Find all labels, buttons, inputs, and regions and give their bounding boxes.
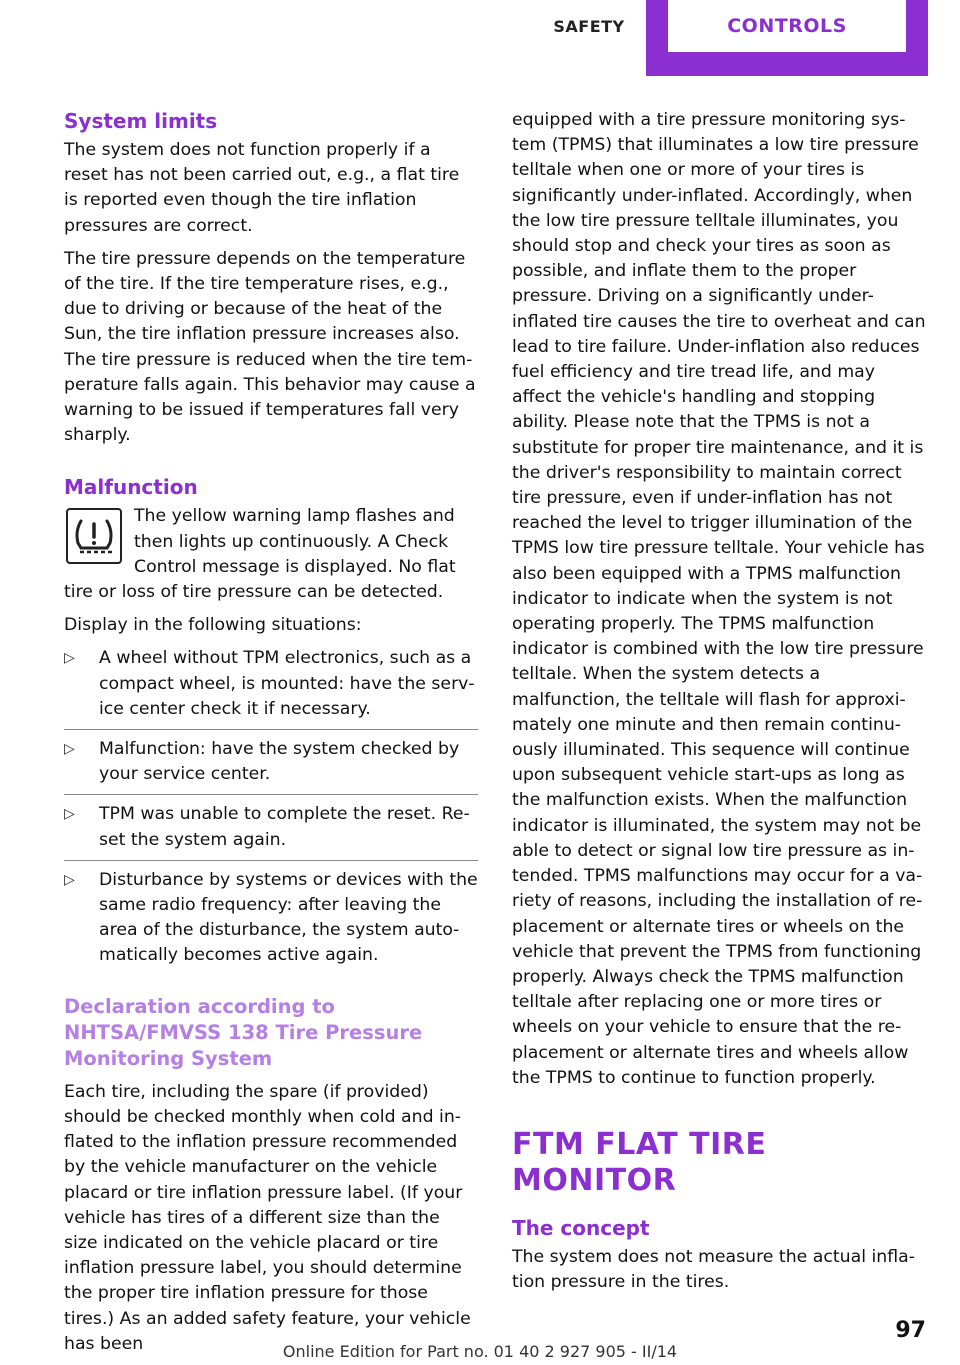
tire-pressure-warning-icon xyxy=(66,508,122,564)
list-item xyxy=(64,802,478,860)
tab-controls[interactable] xyxy=(646,0,928,76)
triangle-bullet-icon: ▷ xyxy=(64,650,75,667)
concept-paragraph: The system does not measure the actual inflation pressure in the tires. xyxy=(512,1246,915,1293)
malfunction-paragraph: The yellow warning lamp flashes and then lights up continuously. A Check Control message is displayed. No flat tire or loss of tire pressure can be detected. xyxy=(64,506,456,603)
list-item xyxy=(64,737,478,795)
system-limits-heading: System limits xyxy=(64,109,218,133)
malfunction-block xyxy=(64,504,478,605)
system-limits-paragraph-2: The tire pressure depends on the temperature of the tire. If the tire temperature rises, e.g., due to driving or because of the heat of the Sun, the tire inflation pressure increases also. The tire pressure is reduced when the tire temperature falls again. This behavior may cause a warning to be issued if temperatures fall very sharply. xyxy=(64,248,476,446)
declaration-paragraph: Each tire, including the spare (if provided) should be checked monthly when cold and inflated to the inflation pressure recommended by the vehicle manufacturer on the vehicle placard or tire inflation pressure label. (If your vehicle has tires of a different size than the size indicated on the vehicle placard or tire inflation pressure label, you should determine the proper tire inflation pressure for those tires.) As an added safety feature, your vehicle has been xyxy=(64,1081,471,1354)
page-number: 97 xyxy=(895,1318,926,1343)
situation-list xyxy=(64,646,478,975)
tab-controls-label: CONTROLS xyxy=(668,0,906,52)
declaration-heading: Declaration according to NHTSA/FMVSS 138 Tire Pressure Monitoring System xyxy=(64,994,423,1070)
list-item xyxy=(64,868,478,976)
malfunction-heading: Malfunction xyxy=(64,475,198,500)
concept-heading: The concept xyxy=(512,1215,650,1240)
list-item-text: TPM was unable to complete the reset. Reset the system again. xyxy=(99,804,470,850)
triangle-bullet-icon: ▷ xyxy=(64,806,75,823)
display-intro: Display in the following situations: xyxy=(64,615,362,636)
list-item xyxy=(64,646,478,730)
edition-footer: Online Edition for Part no. 01 40 2 927 905 - II/14 xyxy=(282,1342,678,1361)
list-item-text: Disturbance by systems or devices with the same radio frequency: after leaving the area of the disturbance, the system automatically becomes active again. xyxy=(99,869,478,966)
section-tabs xyxy=(532,0,928,76)
tab-safety[interactable]: SAFETY xyxy=(553,16,625,36)
left-column xyxy=(64,108,478,1365)
system-limits-paragraph-1: The system does not function properly if a reset has not been carried out, e.g., a flat tire is reported even though the tire inflation pressures are correct. xyxy=(64,140,460,236)
list-item-text: A wheel without TPM electronics, such as a compact wheel, is mounted: have the service center check it if necessary. xyxy=(99,648,475,719)
list-item-text: Malfunction: have the system checked by your service center. xyxy=(99,739,460,785)
tpms-continuation-paragraph: equipped with a tire pressure monitoring system (TPMS) that illuminates a low tire pressure telltale when one or more of your tires is significantly under-inflated. Accordingly, when the low tire pressure telltale illuminates, you should stop and check your tires as soon as possible, and inflate them to the proper pressure. Driving on a significantly under-inflated tire causes the tire to overheat and can lead to tire failure. Under-inflation also reduces fuel efficiency and tire tread life, and may affect the vehicle's handling and stopping ability. Please note that the TPMS is not a substitute for proper tire maintenance, and it is the driver's responsibility to maintain correct tire pressure, even if under-inflation has not reached the level to trigger illumination of the TPMS low tire pressure telltale. Your vehicle has also been equipped with a TPMS malfunction indicator to indicate when the system is not operating properly. The TPMS malfunction indicator is combined with the low tire pressure telltale. When the system detects a malfunction, the telltale will flash for approximately one minute and then remain continuously illuminated. This sequence will continue upon subsequent vehicle start-ups as long as the malfunction exists. When the malfunction indicator is illuminated, the system may not be able to detect or signal low tire pressure as intended. TPMS malfunctions may occur for a variety of reasons, including the installation of replacement or alternate tires or wheels on the vehicle that prevent the TPMS from functioning properly. Always check the TPMS malfunction telltale after replacing one or more tires or wheels on your vehicle to ensure that the replacement or alternate tires and wheels allow the TPMS to continue to function properly. xyxy=(512,110,926,1088)
triangle-bullet-icon: ▷ xyxy=(64,871,75,888)
ftm-heading: FTM FLAT TIRE MONITOR xyxy=(512,1126,767,1198)
right-column xyxy=(512,108,926,1303)
triangle-bullet-icon: ▷ xyxy=(64,741,75,758)
